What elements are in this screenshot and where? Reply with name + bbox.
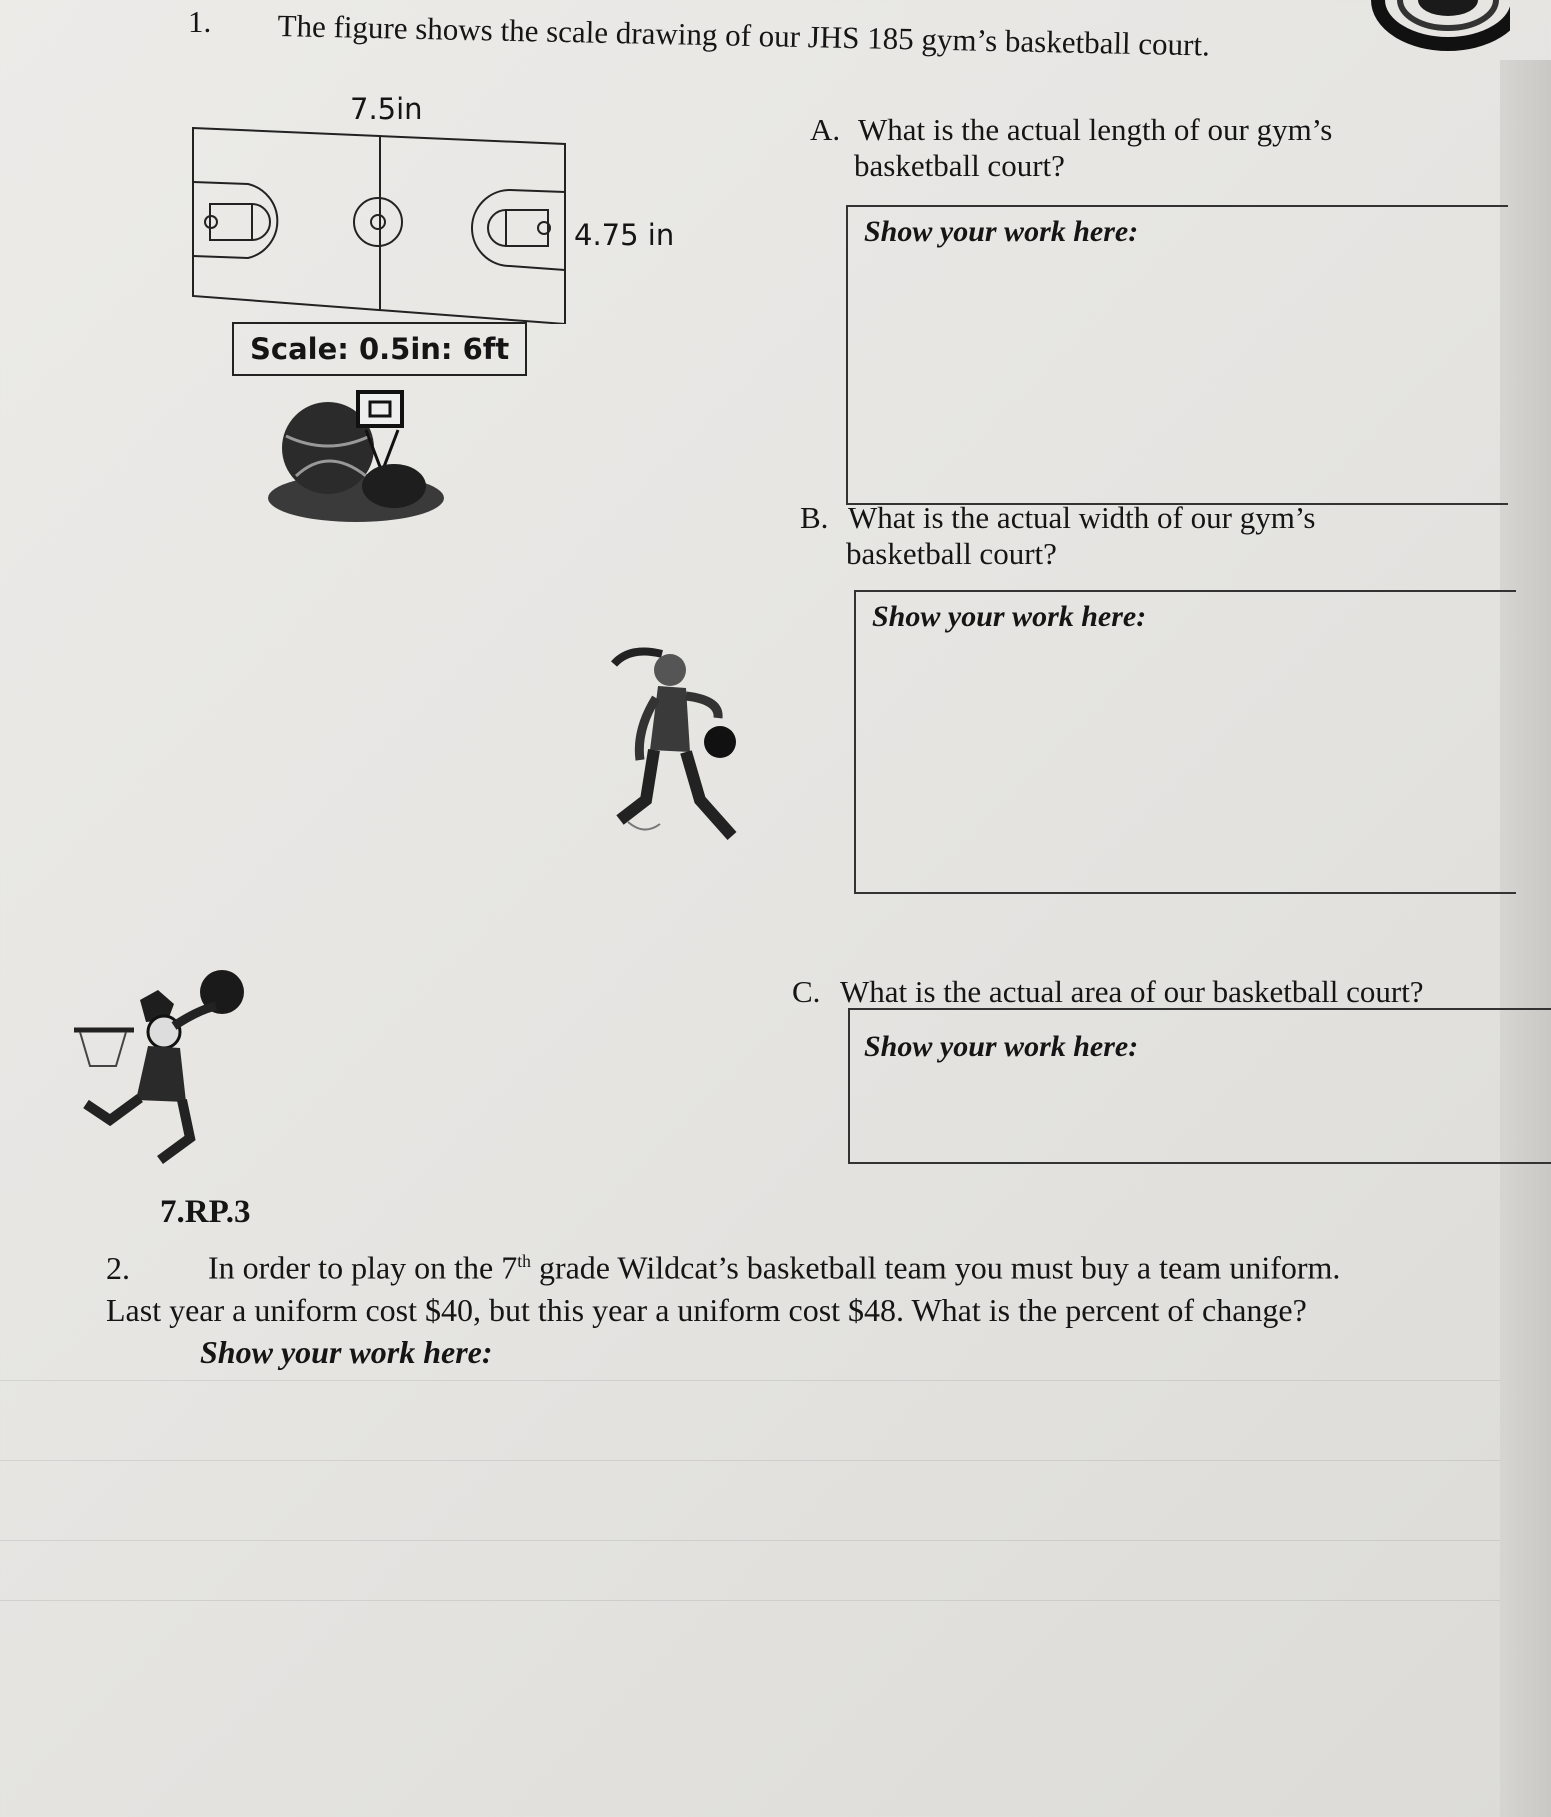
bleed-line — [0, 1600, 1551, 1601]
part-b-work-box[interactable] — [854, 590, 1516, 894]
question-2-line1-sup: th — [517, 1251, 531, 1271]
part-b-question — [800, 500, 1315, 572]
question-2-number: 2. — [106, 1249, 130, 1286]
part-b-work-label: Show your work here: — [872, 600, 1147, 633]
part-b-line1: What is the actual width of our gym’s — [848, 500, 1316, 535]
spiral-binding-icon — [1370, 0, 1510, 70]
basketball-court-diagram — [190, 124, 570, 329]
question-2-line1-b: grade Wildcat’s basketball team you must buy a team uniform. — [530, 1249, 1341, 1286]
part-b-letter: B. — [800, 500, 829, 535]
boy-dunking-clipart-icon — [70, 970, 250, 1175]
question-2-work-label: Show your work here: — [200, 1333, 493, 1370]
part-c-work-label: Show your work here: — [864, 1030, 1139, 1063]
part-c-question — [792, 974, 1424, 1010]
question-1-prompt: The figure shows the scale drawing of our JHS 185 gym’s basketball court. — [277, 8, 1211, 63]
part-a-line2: basketball court? — [854, 148, 1065, 183]
part-a-work-label: Show your work here: — [864, 215, 1139, 248]
bleed-line — [0, 1540, 1551, 1541]
question-1-number: 1. — [188, 4, 212, 39]
part-b-line2: basketball court? — [846, 536, 1057, 571]
question-2-line2: Last year a uniform cost $40, but this year a uniform cost $48. What is the percent of change? — [106, 1291, 1307, 1328]
part-a-letter: A. — [810, 112, 841, 147]
part-c-letter: C. — [792, 974, 821, 1009]
court-length-label: 7.5in — [350, 92, 423, 126]
part-c-line1: What is the actual area of our basketball court? — [840, 974, 1424, 1009]
part-c-work-box[interactable] — [848, 1008, 1551, 1164]
basketball-hoop-clipart-icon — [266, 386, 446, 531]
part-a-line1: What is the actual length of our gym’s — [858, 112, 1333, 147]
question-2-line1-a: In order to play on the 7 — [208, 1249, 518, 1286]
part-a-question — [810, 112, 1332, 184]
scale-label: Scale: 0.5in: 6ft — [232, 322, 527, 376]
standard-code: 7.RP.3 — [160, 1194, 251, 1230]
girl-dribbling-clipart-icon — [600, 640, 750, 855]
bleed-line — [0, 1460, 1551, 1461]
question-2 — [106, 1240, 1340, 1373]
bleed-line — [0, 1380, 1551, 1381]
court-width-label: 4.75 in — [574, 218, 675, 252]
part-a-work-box[interactable] — [846, 205, 1508, 505]
